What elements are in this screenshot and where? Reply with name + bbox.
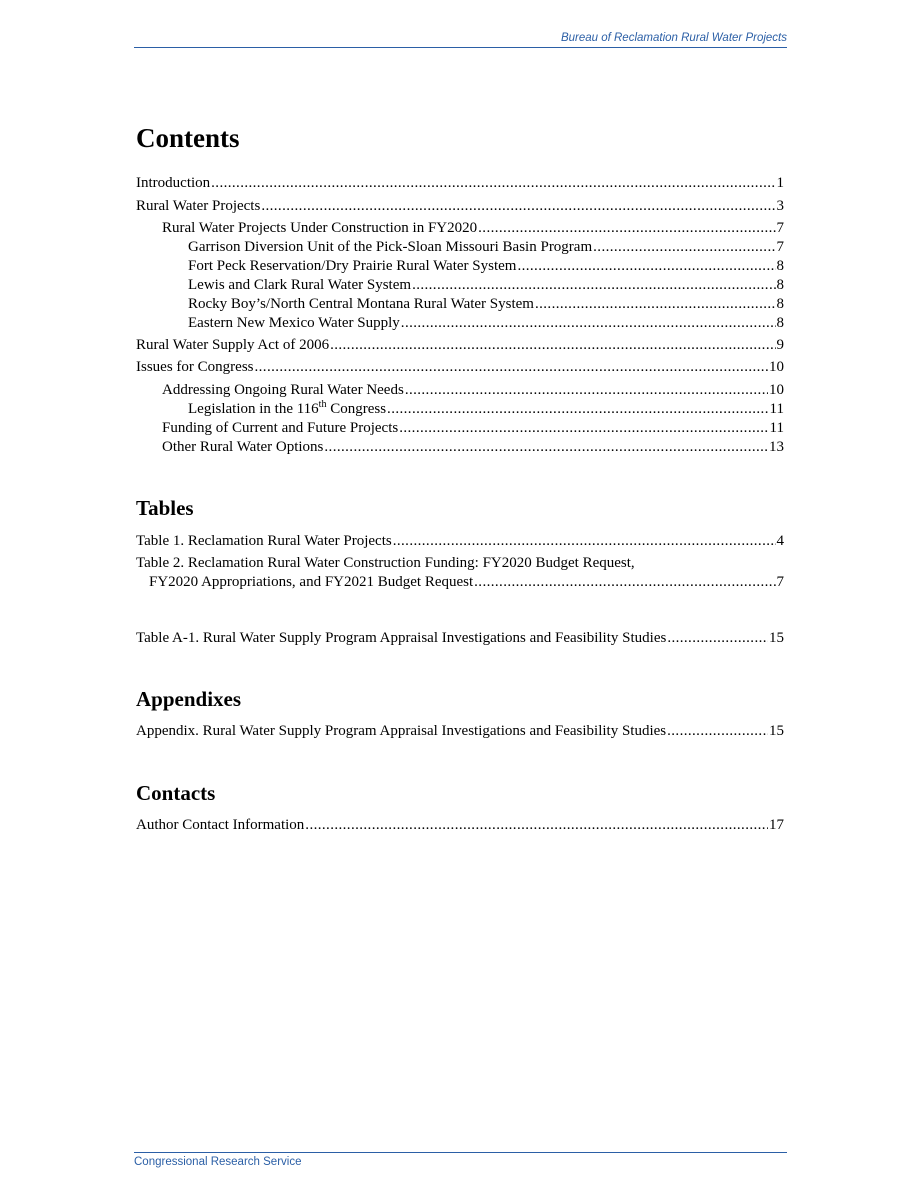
toc-entry-table-a1[interactable]: Table A-1. Rural Water Supply Program Appraisal Investigations and Feasibility Studies ..... 15 — [136, 629, 784, 648]
toc-entry-other-options[interactable]: Other Rural Water Options ..... 13 — [162, 438, 784, 457]
toc-entry-under-construction[interactable]: Rural Water Projects Under Construction in FY2020 ..... 7 — [162, 219, 784, 238]
appendixes-heading: Appendixes — [136, 687, 242, 711]
toc-entry-table-2-line1[interactable]: Table 2. Reclamation Rural Water Construction Funding: FY2020 Budget Request, — [136, 555, 635, 571]
toc-entry-eastern-new-mexico[interactable]: Eastern New Mexico Water Supply ..... 8 — [188, 314, 784, 333]
toc-entry-ongoing-needs[interactable]: Addressing Ongoing Rural Water Needs ..... 10 — [162, 381, 784, 400]
toc-entry-fort-peck[interactable]: Fort Peck Reservation/Dry Prairie Rural Water System ..... 8 — [188, 257, 784, 276]
toc-entry-rural-water-projects[interactable]: Rural Water Projects ..... 3 — [136, 197, 784, 216]
running-header — [134, 32, 787, 48]
header-title: Bureau of Reclamation Rural Water Projects — [560, 32, 787, 44]
tables-heading: Tables — [136, 496, 194, 520]
toc-entry-introduction[interactable]: Introduction ..... 1 — [136, 174, 784, 193]
toc-entry-issues-for-congress[interactable]: Issues for Congress ..... 10 — [136, 358, 784, 377]
toc-entry-legislation-116th[interactable]: Legislation in the 116th Congress ..... 11 — [188, 400, 784, 419]
contacts-heading: Contacts — [136, 781, 216, 805]
toc-entry-rocky-boys[interactable]: Rocky Boy’s/North Central Montana Rural Water System ..... 8 — [188, 295, 784, 314]
toc-entry-funding[interactable]: Funding of Current and Future Projects ..... 11 — [162, 419, 784, 438]
toc-entry-author-contact[interactable]: Author Contact Information ..... 17 — [136, 816, 784, 835]
toc-entry-garrison-diversion[interactable]: Garrison Diversion Unit of the Pick-Sloan Missouri Basin Program ..... 7 — [188, 238, 784, 257]
toc-entry-appendix[interactable]: Appendix. Rural Water Supply Program Appraisal Investigations and Feasibility Studies ..... 15 — [136, 722, 784, 741]
toc-entry-rural-water-supply-act[interactable]: Rural Water Supply Act of 2006 ..... 9 — [136, 336, 784, 355]
running-footer — [134, 1152, 787, 1168]
toc-entry-table-1[interactable]: Table 1. Reclamation Rural Water Projects ..... 4 — [136, 532, 784, 551]
toc-entry-lewis-clark[interactable]: Lewis and Clark Rural Water System ..... 8 — [188, 276, 784, 295]
toc-entry-table-2[interactable]: FY2020 Appropriations, and FY2021 Budget Request ..... 7 — [149, 573, 784, 592]
contents-heading: Contents — [136, 123, 240, 153]
footer-text: Congressional Research Service — [134, 1156, 302, 1168]
